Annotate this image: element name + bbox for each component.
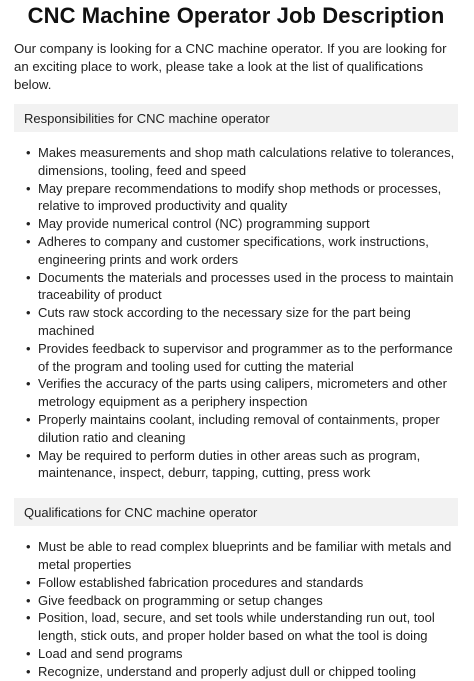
list-item (26, 609, 458, 645)
list-item-text: Recognize, understand and properly adjust dull or chipped tooling (38, 663, 416, 679)
list-item (26, 447, 458, 483)
bullet-icon: • (26, 663, 31, 679)
bullet-icon: • (26, 574, 31, 590)
bullet-icon: • (26, 145, 31, 160)
list-item (26, 538, 458, 574)
list-item-text: Provides feedback to supervisor and programmer as to the performance of the program and tooling used for cutting the material (38, 340, 453, 374)
list-item-text: May prepare recommendations to modify shop methods or processes, relative to improved productivity and quality (38, 180, 442, 214)
list-item-text: Position, load, secure, and set tools while understanding run out, tool length, stick outs, and proper holder based on what the tool is doing (38, 610, 435, 644)
bullet-icon: • (26, 216, 31, 232)
list-item (26, 215, 458, 233)
page-title: CNC Machine Operator Job Description (27, 3, 445, 28)
list-item-text: Load and send programs (38, 645, 183, 661)
bullet-icon: • (26, 180, 31, 196)
list-item (26, 663, 458, 681)
list-item-text: Documents the materials and processes used in the process to maintain traceability of product (38, 269, 454, 303)
list-item (26, 340, 458, 376)
intro-paragraph: Our company is looking for a CNC machine operator. If you are looking for an exciting place to work, please take a look at the list of qualifications below. (14, 41, 447, 92)
list-item-text: Adheres to company and customer specifications, work instructions, engineering prints and work orders (38, 233, 429, 267)
list-item-text: May be required to perform duties in other areas such as program, maintenance, inspect, deburr, tapping, cutting, press work (38, 447, 421, 481)
list-item-text: May provide numerical control (NC) programming support (38, 216, 370, 232)
bullet-icon: • (26, 592, 31, 608)
bullet-icon: • (26, 645, 31, 661)
section-heading: Qualifications for CNC machine operator (14, 498, 458, 526)
qualifications-section (14, 498, 458, 680)
bullet-icon: • (26, 376, 31, 392)
section-heading: Responsibilities for CNC machine operator (14, 104, 458, 132)
list-item (26, 233, 458, 269)
section-spacer (14, 482, 458, 488)
list-item-text: Give feedback on programming or setup changes (38, 592, 323, 608)
list-item-text: Makes measurements and shop math calculations relative to tolerances, dimensions, tooling, feed and speed (38, 145, 455, 178)
qualifications-list (14, 538, 458, 680)
list-item (26, 180, 458, 216)
list-item (26, 144, 458, 180)
list-item-text: Must be able to read complex blueprints and be familiar with metals and metal properties (38, 539, 452, 572)
list-item (26, 645, 458, 663)
list-item-text: Cuts raw stock according to the necessary size for the part being machined (38, 305, 411, 338)
bullet-icon: • (26, 340, 31, 356)
bullet-icon: • (26, 269, 31, 285)
responsibilities-section (14, 104, 458, 482)
bullet-icon: • (26, 610, 31, 626)
list-item (26, 592, 458, 610)
bullet-icon: • (26, 411, 31, 427)
bullet-icon: • (26, 305, 31, 321)
list-item-text: Follow established fabrication procedures and standards (38, 574, 364, 590)
list-item (26, 269, 458, 305)
list-item (26, 304, 458, 340)
bullet-icon: • (26, 447, 31, 463)
bullet-icon: • (26, 539, 31, 555)
list-item (26, 375, 458, 411)
list-item (26, 574, 458, 592)
bullet-icon: • (26, 233, 31, 249)
list-item-text: Properly maintains coolant, including removal of containments, proper dilution ratio and cleaning (38, 411, 440, 445)
responsibilities-list (14, 144, 458, 482)
list-item (26, 411, 458, 447)
list-item-text: Verifies the accuracy of the parts using calipers, micrometers and other metrology equipment as a periphery inspection (38, 376, 447, 410)
